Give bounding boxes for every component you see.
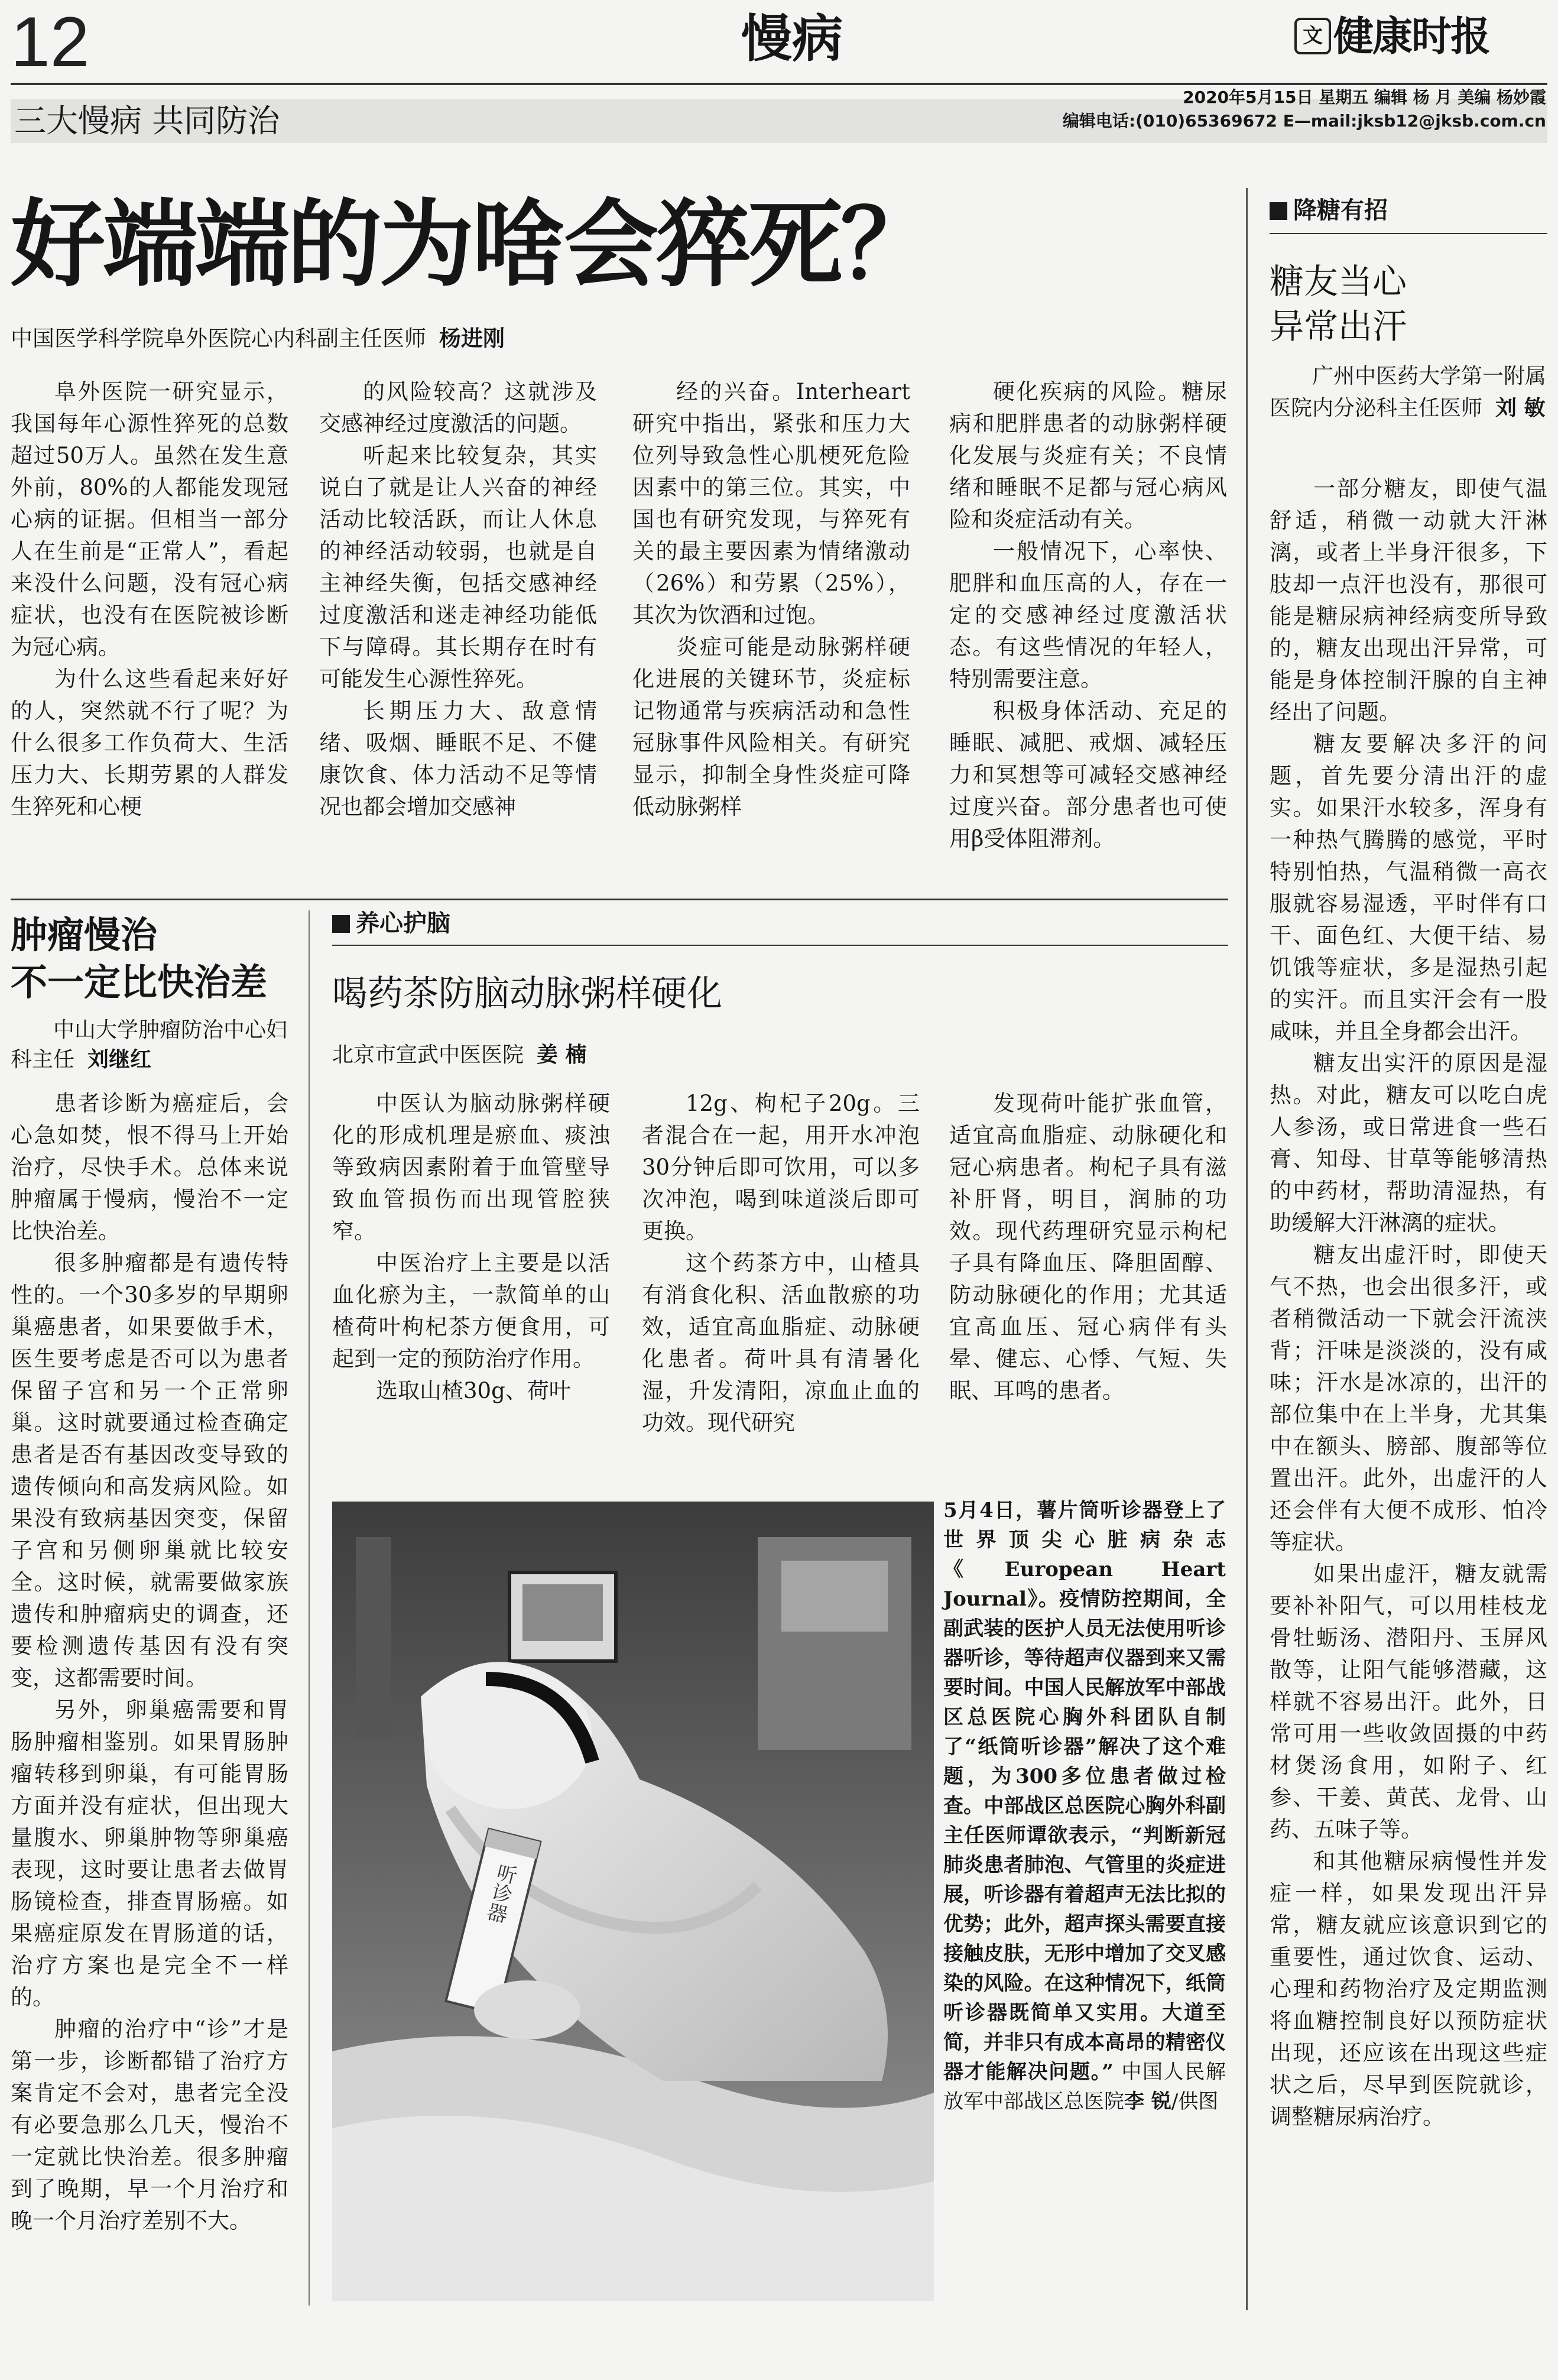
paragraph: 中医认为脑动脉粥样硬化的形成机理是瘀血、痰浊等致病因素附着于血管壁导致血管损伤而出现管腔狭窄。 bbox=[332, 1091, 610, 1244]
paragraph: 肿瘤的治疗中“诊”才是第一步，诊断都错了治疗方案肯定不会对，患者完全没有必要急那么几天，慢治不一定就比快治差。很多肿瘤到了晚期，早一个月治疗和晚一个月治疗差别不大。 bbox=[11, 2016, 288, 2233]
byline-author: 杨进刚 bbox=[439, 326, 505, 351]
paragraph: 选取山楂30g、荷叶 bbox=[376, 1378, 571, 1403]
editor-contact: 编辑电话:(010)65369672 E—mail:jksb12@jksb.com.cn bbox=[1062, 111, 1546, 131]
tumor-title-line1: 肿瘤慢治 bbox=[11, 913, 158, 956]
tag-label: 养心护脑 bbox=[356, 910, 450, 937]
main-byline bbox=[11, 324, 505, 354]
square-bullet-icon bbox=[1270, 202, 1287, 220]
byline-org: 北京市宣武中医医院 bbox=[332, 1043, 524, 1067]
sidebar-title-line1: 糖友当心 bbox=[1270, 261, 1407, 301]
paragraph: 糖友出虚汗时，即使天气不热，也会出很多汗，或者稍微活动一下就会汗流浃背；汗味是淡淡的，没有咸味；汗水是冰凉的，出汗的部位集中在上半身，尤其集中在额头、膀部、腹部等位置出汗。此外，出虚汗的人还会伴有大便不成形、怕冷等症状。 bbox=[1270, 1242, 1547, 1555]
byline-org: 广州中医药大学第一附属医院内分泌科主任医师 bbox=[1270, 364, 1547, 420]
tea-article-col-2 bbox=[642, 1088, 920, 1442]
paragraph: 糖友出实汗的原因是湿热。对此，糖友可以吃白虎人参汤，或日常进食一些石膏、知母、甘草等能够清热的中药材，帮助清湿热，有助缓解大汗淋漓的症状。 bbox=[1270, 1050, 1547, 1236]
tea-article-col-3 bbox=[949, 1088, 1227, 1442]
article-text bbox=[949, 376, 1227, 855]
paragraph: 12g、枸杞子20g。三者混合在一起，用开水冲泡30分钟后即可饮用，可以多次冲泡，喝到味道淡后即可更换。 bbox=[642, 1091, 920, 1244]
paragraph: 这个药茶方中，山楂具有消食化积、活血散瘀的功效，适宜高血脂症、动脉硬化患者。荷叶具有清暑化湿，升发清阳，凉血止血的功效。现代研究 bbox=[642, 1250, 920, 1435]
masthead-logo: 文 bbox=[1294, 18, 1331, 54]
paragraph: 阜外医院一研究显示，我国每年心源性猝死的总数超过50万人。虽然在发生意外前，80%的人都能发现冠心病的证据。但相当一部分人在生前是“正常人”，看起来没什么问题，没有冠心病症状，也没有在医院被诊断为冠心病。 bbox=[11, 379, 288, 660]
masthead bbox=[1294, 5, 1549, 69]
square-bullet-icon bbox=[332, 915, 350, 933]
article-text bbox=[11, 1088, 288, 2237]
paragraph: 炎症可能是动脉粥样硬化进展的关键环节，炎症标记物通常与疾病活动和急性冠脉事件风险相关。有研究显示，抑制全身性炎症可降低动脉粥样 bbox=[632, 634, 910, 819]
paragraph: 一部分糖友，即使气温舒适，稍微一动就大汗淋漓，或者上半身汗很多，下肢却一点汗也没有，那很可能是糖尿病神经病变所导致的，糖友出现出汗异常，可能是身体控制汗腺的自主神经出了问题。 bbox=[1270, 476, 1547, 725]
paragraph: 发现荷叶能扩张血管，适宜高血脂症、动脉硬化和冠心病患者。枸杞子具有滋补肝肾，明目，润肺的功效。现代药理研究显示枸杞子具有降血压、降胆固醇、防动脉硬化的作用；尤其适宜高血压、冠心病伴有头晕、健忘、心悸、气短、失眠、耳鸣的患者。 bbox=[949, 1091, 1227, 1403]
paragraph: 很多肿瘤都是有遗传特性的。一个30多岁的早期卵巢癌患者，如果要做手术，医生要考虑是否可以为患者保留子宫和另一个正常卵巢。这时就要通过检查确定患者是否有基因改变导致的遗传倾向和高发病风险。如果没有致病基因突变，保留子宫和另侧卵巢就比较安全。这时候，就需要做家族遗传和肿瘤病史的调查，还要检测遗传基因有没有突变，这都需要时间。 bbox=[11, 1250, 288, 1691]
byline-author: 刘继红 bbox=[87, 1048, 152, 1072]
article-text bbox=[332, 1088, 610, 1407]
main-article-col-3 bbox=[632, 376, 910, 890]
article-text bbox=[949, 1088, 1227, 1407]
caption-text: 5月4日，薯片筒听诊器登上了世界顶尖心脏病杂志《European Heart Journal》。疫情防控期间，全副武装的医护人员无法使用听诊器听诊，等待超声仪器到来又需要时间。中国人民解放军中部战区总医院心胸外科团队自制了“纸筒听诊器”解决了这个难题，为300多位患者做过检查。中部战区总医院心胸外科副主任医师谭欲表示，“判断新冠肺炎患者肺泡、气管里的炎症进展，听诊器有着超声无法比拟的优势；此外，超声探头需要直接接触皮肤，无形中增加了交叉感染的风险。在这种情况下，纸筒听诊器既简单又实用。大道至简，并非只有成本高昂的精密仪器才能解决问题。” bbox=[943, 1499, 1226, 2084]
column-divider bbox=[309, 910, 310, 2306]
article-text bbox=[11, 376, 288, 823]
paragraph: 中医治疗上主要是以活血化瘀为主，一款简单的山楂荷叶枸杞茶方便食用，可起到一定的预防治疗作用。 bbox=[332, 1250, 610, 1371]
dateline: 2020年5月15日 星期五 编辑 杨 月 美编 杨妙霞 bbox=[1183, 87, 1546, 107]
news-photo bbox=[332, 1502, 934, 2301]
paragraph: 一般情况下，心率快、肥胖和血压高的人，存在一定的交感神经过度激活状态。有这些情况的年轻人，特别需要注意。 bbox=[949, 539, 1227, 692]
tag-rule bbox=[332, 945, 1228, 946]
tumor-byline bbox=[11, 1016, 288, 1075]
divider bbox=[11, 899, 1228, 900]
article-text bbox=[1270, 473, 1547, 2133]
credit-org: 中国人民解放军中部战区总医院 bbox=[943, 2060, 1226, 2113]
photo-caption bbox=[943, 1496, 1226, 2116]
paragraph: 患者诊断为癌症后，会心急如焚，恨不得马上开始治疗，尽快手术。总体来说肿瘤属于慢病，慢治不一定比快治差。 bbox=[11, 1091, 288, 1244]
tag-rule bbox=[1270, 233, 1547, 234]
paragraph: 硬化疾病的风险。糖尿病和肥胖患者的动脉粥样硬化发展与炎症有关；不良情绪和睡眠不足都与冠心病风险和炎症活动有关。 bbox=[949, 379, 1227, 532]
tea-article-col-1 bbox=[332, 1088, 610, 1442]
tea-section-tag bbox=[332, 908, 450, 939]
article-text bbox=[319, 376, 597, 823]
tea-title: 喝药茶防脑动脉粥样硬化 bbox=[332, 973, 722, 1014]
tumor-title-line2: 不一定比快治差 bbox=[11, 961, 268, 1004]
credit-suffix: /供图 bbox=[1171, 2090, 1219, 2113]
paragraph: 为什么这些看起来好好的人，突然就不行了呢？为什么很多工作负荷大、生活压力大、长期劳累的人群发生猝死和心梗 bbox=[11, 666, 288, 819]
article-text bbox=[632, 376, 910, 823]
tea-byline bbox=[332, 1040, 587, 1070]
byline-author: 姜 楠 bbox=[537, 1043, 587, 1067]
main-headline: 好端端的为啥会猝死？ bbox=[11, 189, 933, 300]
byline-org: 中山大学肿瘤防治中心妇科主任 bbox=[11, 1018, 288, 1072]
credit-name: 李 锐 bbox=[1124, 2090, 1171, 2113]
paragraph: 和其他糖尿病慢性并发症一样，如果发现出汗异常，糖友就应该意识到它的重要性，通过饮食、运动、心理和药物治疗及定期监测将血糖控制良好以预防症状出现，还应该在出现这些症状之后，尽早到医院就诊，调整糖尿病治疗。 bbox=[1270, 1849, 1547, 2129]
main-article-col-2 bbox=[319, 376, 597, 890]
sidebar-title-line2: 异常出汗 bbox=[1270, 306, 1407, 346]
section-name: 慢病 bbox=[741, 9, 843, 69]
header-rule bbox=[11, 83, 1547, 85]
tube-label: 听诊器 bbox=[481, 1860, 520, 1925]
byline-org: 中国医学科学院阜外医院心内科副主任医师 bbox=[11, 326, 426, 351]
sidebar-section-tag bbox=[1270, 195, 1388, 226]
sidebar-article-body bbox=[1270, 473, 1547, 2311]
paragraph: 经的兴奋。Interheart研究中指出，紧张和压力大位列导致急性心肌梗死危险因素中的第三位。其实，中国也有研究发现，与猝死有关的最主要因素为情绪激动（26%）和劳累（25%），其次为饮酒和过饱。 bbox=[632, 379, 910, 628]
paragraph: 另外，卵巢癌需要和胃肠肿瘤相鉴别。如果胃肠肿瘤转移到卵巢，有可能胃肠方面并没有症状，但出现大量腹水、卵巢肿物等卵巢癌表现，这时要让患者去做胃肠镜检查，排查胃肠癌。如果癌症原发在胃肠道的话，治疗方案也是完全不一样的。 bbox=[11, 1697, 288, 2010]
paragraph: 如果出虚汗，糖友就需要补补阳气，可以用桂枝龙骨牡蛎汤、潜阳丹、玉屏风散等，让阳气能够潜藏，这样就不容易出汗。此外，日常可用一些收敛固摄的中药材煲汤食用，如附子、红参、干姜、黄芪、龙骨、山药、五味子等。 bbox=[1270, 1561, 1547, 1842]
tumor-article-body bbox=[11, 1088, 288, 2311]
main-article-col-1 bbox=[11, 376, 288, 890]
page-number: 12 bbox=[11, 2, 90, 82]
paragraph: 听起来比较复杂，其实说白了就是让人兴奋的神经活动比较活跃，而让人休息的神经活动较弱，也就是自主神经失衡，包括交感神经过度激活和迷走神经功能低下与障碍。其长期存在时有可能发生心源性猝死。 bbox=[319, 443, 597, 692]
sidebar-byline bbox=[1270, 361, 1547, 424]
masthead-name: 健康时报 bbox=[1333, 13, 1490, 60]
paragraph: 长期压力大、敌意情绪、吸烟、睡眠不足、不健康饮食、体力活动不足等情况也都会增加交感神 bbox=[319, 698, 597, 819]
topic-text: 三大慢病 共同防治 bbox=[14, 102, 280, 140]
tag-label: 降糖有招 bbox=[1293, 197, 1388, 224]
article-text bbox=[642, 1088, 920, 1439]
paragraph: 的风险较高？这就涉及交感神经过度激活的问题。 bbox=[319, 379, 597, 436]
main-article-col-4 bbox=[949, 376, 1227, 890]
paragraph: 积极身体活动、充足的睡眠、减肥、戒烟、减轻压力和冥想等可减轻交感神经过度兴奋。部分患者也可使用β受体阻滞剂。 bbox=[949, 698, 1227, 851]
photo-illustration bbox=[332, 1502, 934, 2301]
byline-author: 刘 敏 bbox=[1495, 396, 1546, 420]
paragraph: 糖友要解决多汗的问题，首先要分清出汗的虚实。如果汗水较多，浑身有一种热气腾腾的感觉，平时特别怕热，气温稍微一高衣服就容易湿透，平时伴有口干、面色红、大便干结、易饥饿等症状，多是湿热引起的实汗。而且实汗会有一股咸味，并且全身都会出汗。 bbox=[1270, 731, 1547, 1044]
column-divider bbox=[1246, 188, 1248, 2310]
